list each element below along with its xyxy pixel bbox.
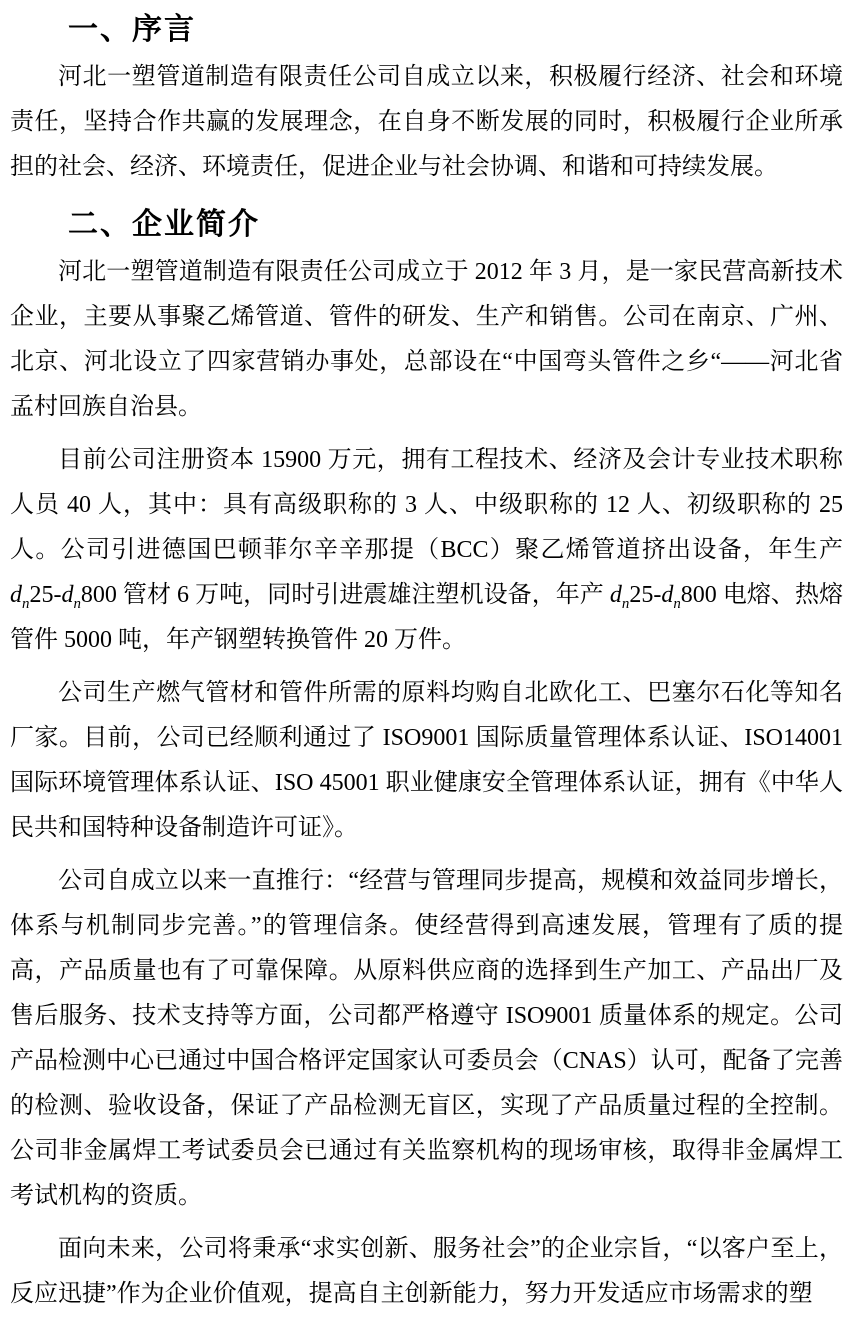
dn-base: d [609,582,622,608]
pipe-diameter-symbol [61,582,81,612]
pipe-diameter-symbol [661,582,681,612]
section-heading-company-profile: 二、企业简介 [68,207,260,242]
profile-paragraph-future: 面向未来，公司将秉承“求实创新、服务社会”的企业宗旨，“以客户至上，反应迅捷”作为企业价值观，提高自主创新能力，努力开发适应市场需求的塑 [10,1236,843,1307]
dn-base: d [661,582,674,608]
profile-paragraph-overview: 河北一塑管道制造有限责任公司成立于 2012 年 3 月，是一家民营高新技术企业，主要从事聚乙烯管道、管件的研发、生产和销售。公司在南京、广州、北京、河北设立了四家营销办事处，总部设在“中国弯头管件之乡“——河北省孟村回族自治县。 [10,259,843,420]
text-run: 目前公司注册资本 15900 万元，拥有工程技术、经济及会计专业技术职称人员 40 人，其中：具有高级职称的 3 人、中级职称的 12 人、初级职称的 25 人。公司引进德国巴顿菲尔辛辛那提（BCC）聚乙烯管道挤出设备，年生产 [10,447,843,563]
dn-base: d [10,582,22,608]
dn-subscript: n [621,595,630,612]
section-heading-preface: 一、序言 [68,12,196,47]
text-run: 800 电熔、热熔管件 5000 吨，年产钢塑转换管件 20 万件。 [10,582,844,653]
profile-paragraph-certifications: 公司生产燃气管材和管件所需的原料均购自北欧化工、巴塞尔石化等知名厂家。目前，公司已经顺利通过了 ISO9001 国际质量管理体系认证、ISO14001 国际环境管理体系认证、ISO 45001 职业健康安全管理体系认证，拥有《中华人民共和国特种设备制造许可证》。 [10,680,843,841]
text-run: 800 管材 6 万吨，同时引进震雄注塑机设备，年产 [80,582,610,608]
dn-subscript: n [73,595,81,612]
text-run: 25- [629,582,662,608]
dn-subscript: n [673,595,681,612]
profile-paragraph-capital-equipment [10,438,843,663]
text-run: 25- [29,582,62,608]
pipe-diameter-symbol [609,582,630,612]
dn-base: d [61,582,74,608]
dn-subscript: n [22,595,30,612]
preface-paragraph: 河北一塑管道制造有限责任公司自成立以来，积极履行经济、社会和环境责任，坚持合作共赢的发展理念，在自身不断发展的同时，积极履行企业所承担的社会、经济、环境责任，促进企业与社会协调、和谐和可持续发展。 [10,64,843,180]
profile-paragraph-management: 公司自成立以来一直推行：“经营与管理同步提高，规模和效益同步增长，体系与机制同步完善。”的管理信条。使经营得到高速发展，管理有了质的提高，产品质量也有了可靠保障。从原料供应商的选择到生产加工、产品出厂及售后服务、技术支持等方面，公司都严格遵守 ISO9001 质量体系的规定。公司产品检测中心已通过中国合格评定国家认可委员会（CNAS）认可，配备了完善的检测、验收设备，保证了产品检测无盲区，实现了产品质量过程的全控制。公司非金属焊工考试委员会已通过有关监察机构的现场审核，取得非金属焊工考试机构的资质。 [10,868,843,1209]
pipe-diameter-symbol [10,582,30,612]
